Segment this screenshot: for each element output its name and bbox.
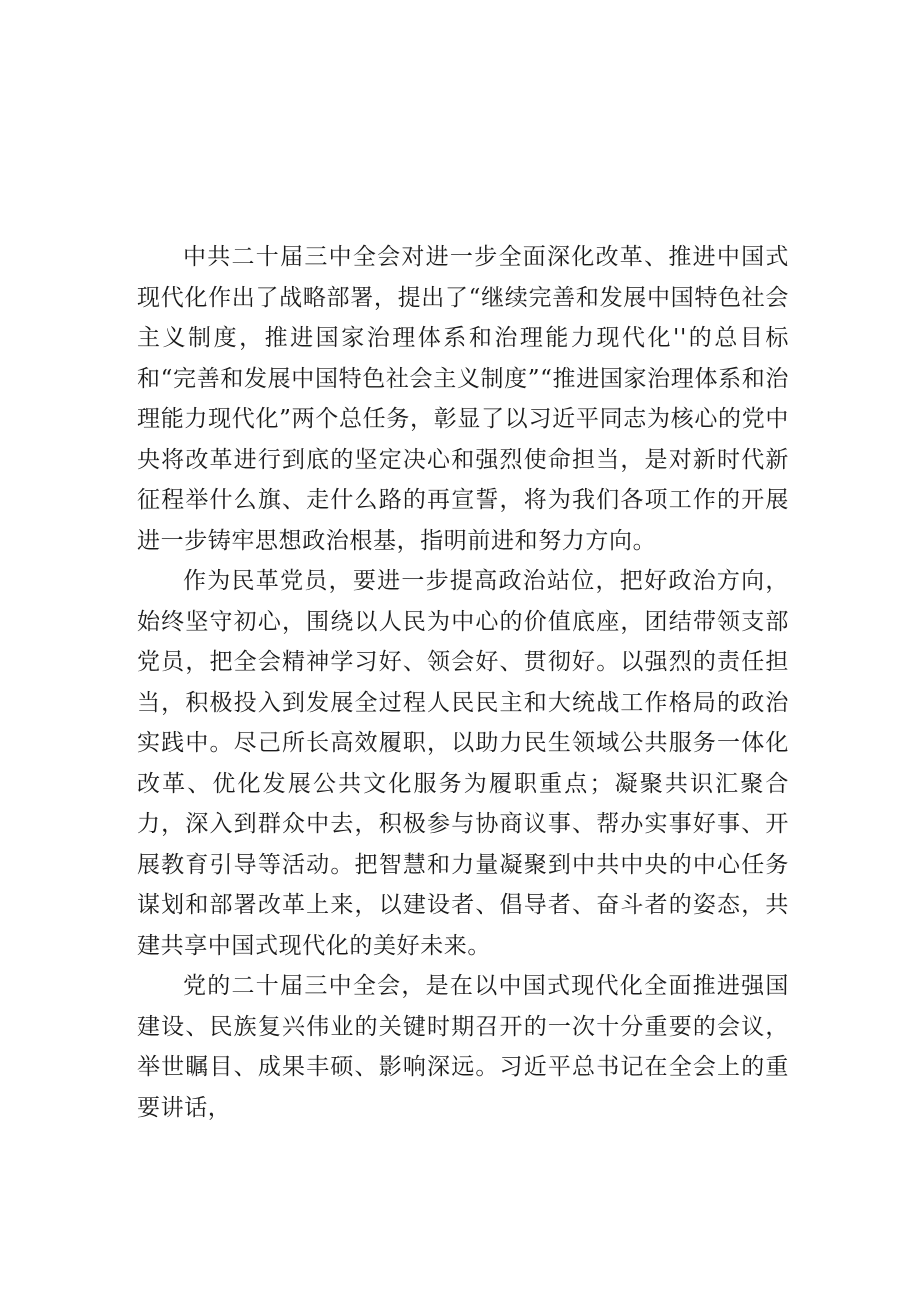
- paragraph-2: 作为民革党员，要进一步提高政治站位，把好政治方向，始终坚守初心，围绕以人民为中心的价值底座，团结带领支部党员，把全会精神学习好、领会好、贯彻好。以强烈的责任担当，积极投入到发展全过程人民民主和大统战工作格局的政治实践中。尽己所长高效履职，以助力民生领域公共服务一体化改革、优化发展公共文化服务为履职重点；凝聚共识汇聚合力，深入到群众中去，积极参与协商议事、帮办实事好事、开展教育引导等活动。把智慧和力量凝聚到中共中央的中心任务谋划和部署改革上来，以建设者、倡导者、奋斗者的姿态，共建共享中国式现代化的美好未来。: [137, 568, 789, 959]
- paragraph-3: 党的二十届三中全会，是在以中国式现代化全面推进强国建设、民族复兴伟业的关键时期召开的一次十分重要的会议，举世瞩目、成果丰硕、影响深远。习近平总书记在全会上的重要讲话，: [137, 973, 789, 1121]
- document-body: [137, 237, 789, 1128]
- paragraph-1: 中共二十届三中全会对进一步全面深化改革、推进中国式现代化作出了战略部署，提出了“继续完善和发展中国特色社会主义制度，推进国家治理体系和治理能力现代化''的总目标和“完善和发展中国特色社会主义制度”“推进国家治理体系和治理能力现代化”两个总任务，彰显了以习近平同志为核心的党中央将改革进行到底的坚定决心和强烈使命担当，是对新时代新征程举什么旗、走什么路的再宣誓，将为我们各项工作的开展进一步铸牢思想政治根基，指明前进和努力方向。: [137, 244, 789, 554]
